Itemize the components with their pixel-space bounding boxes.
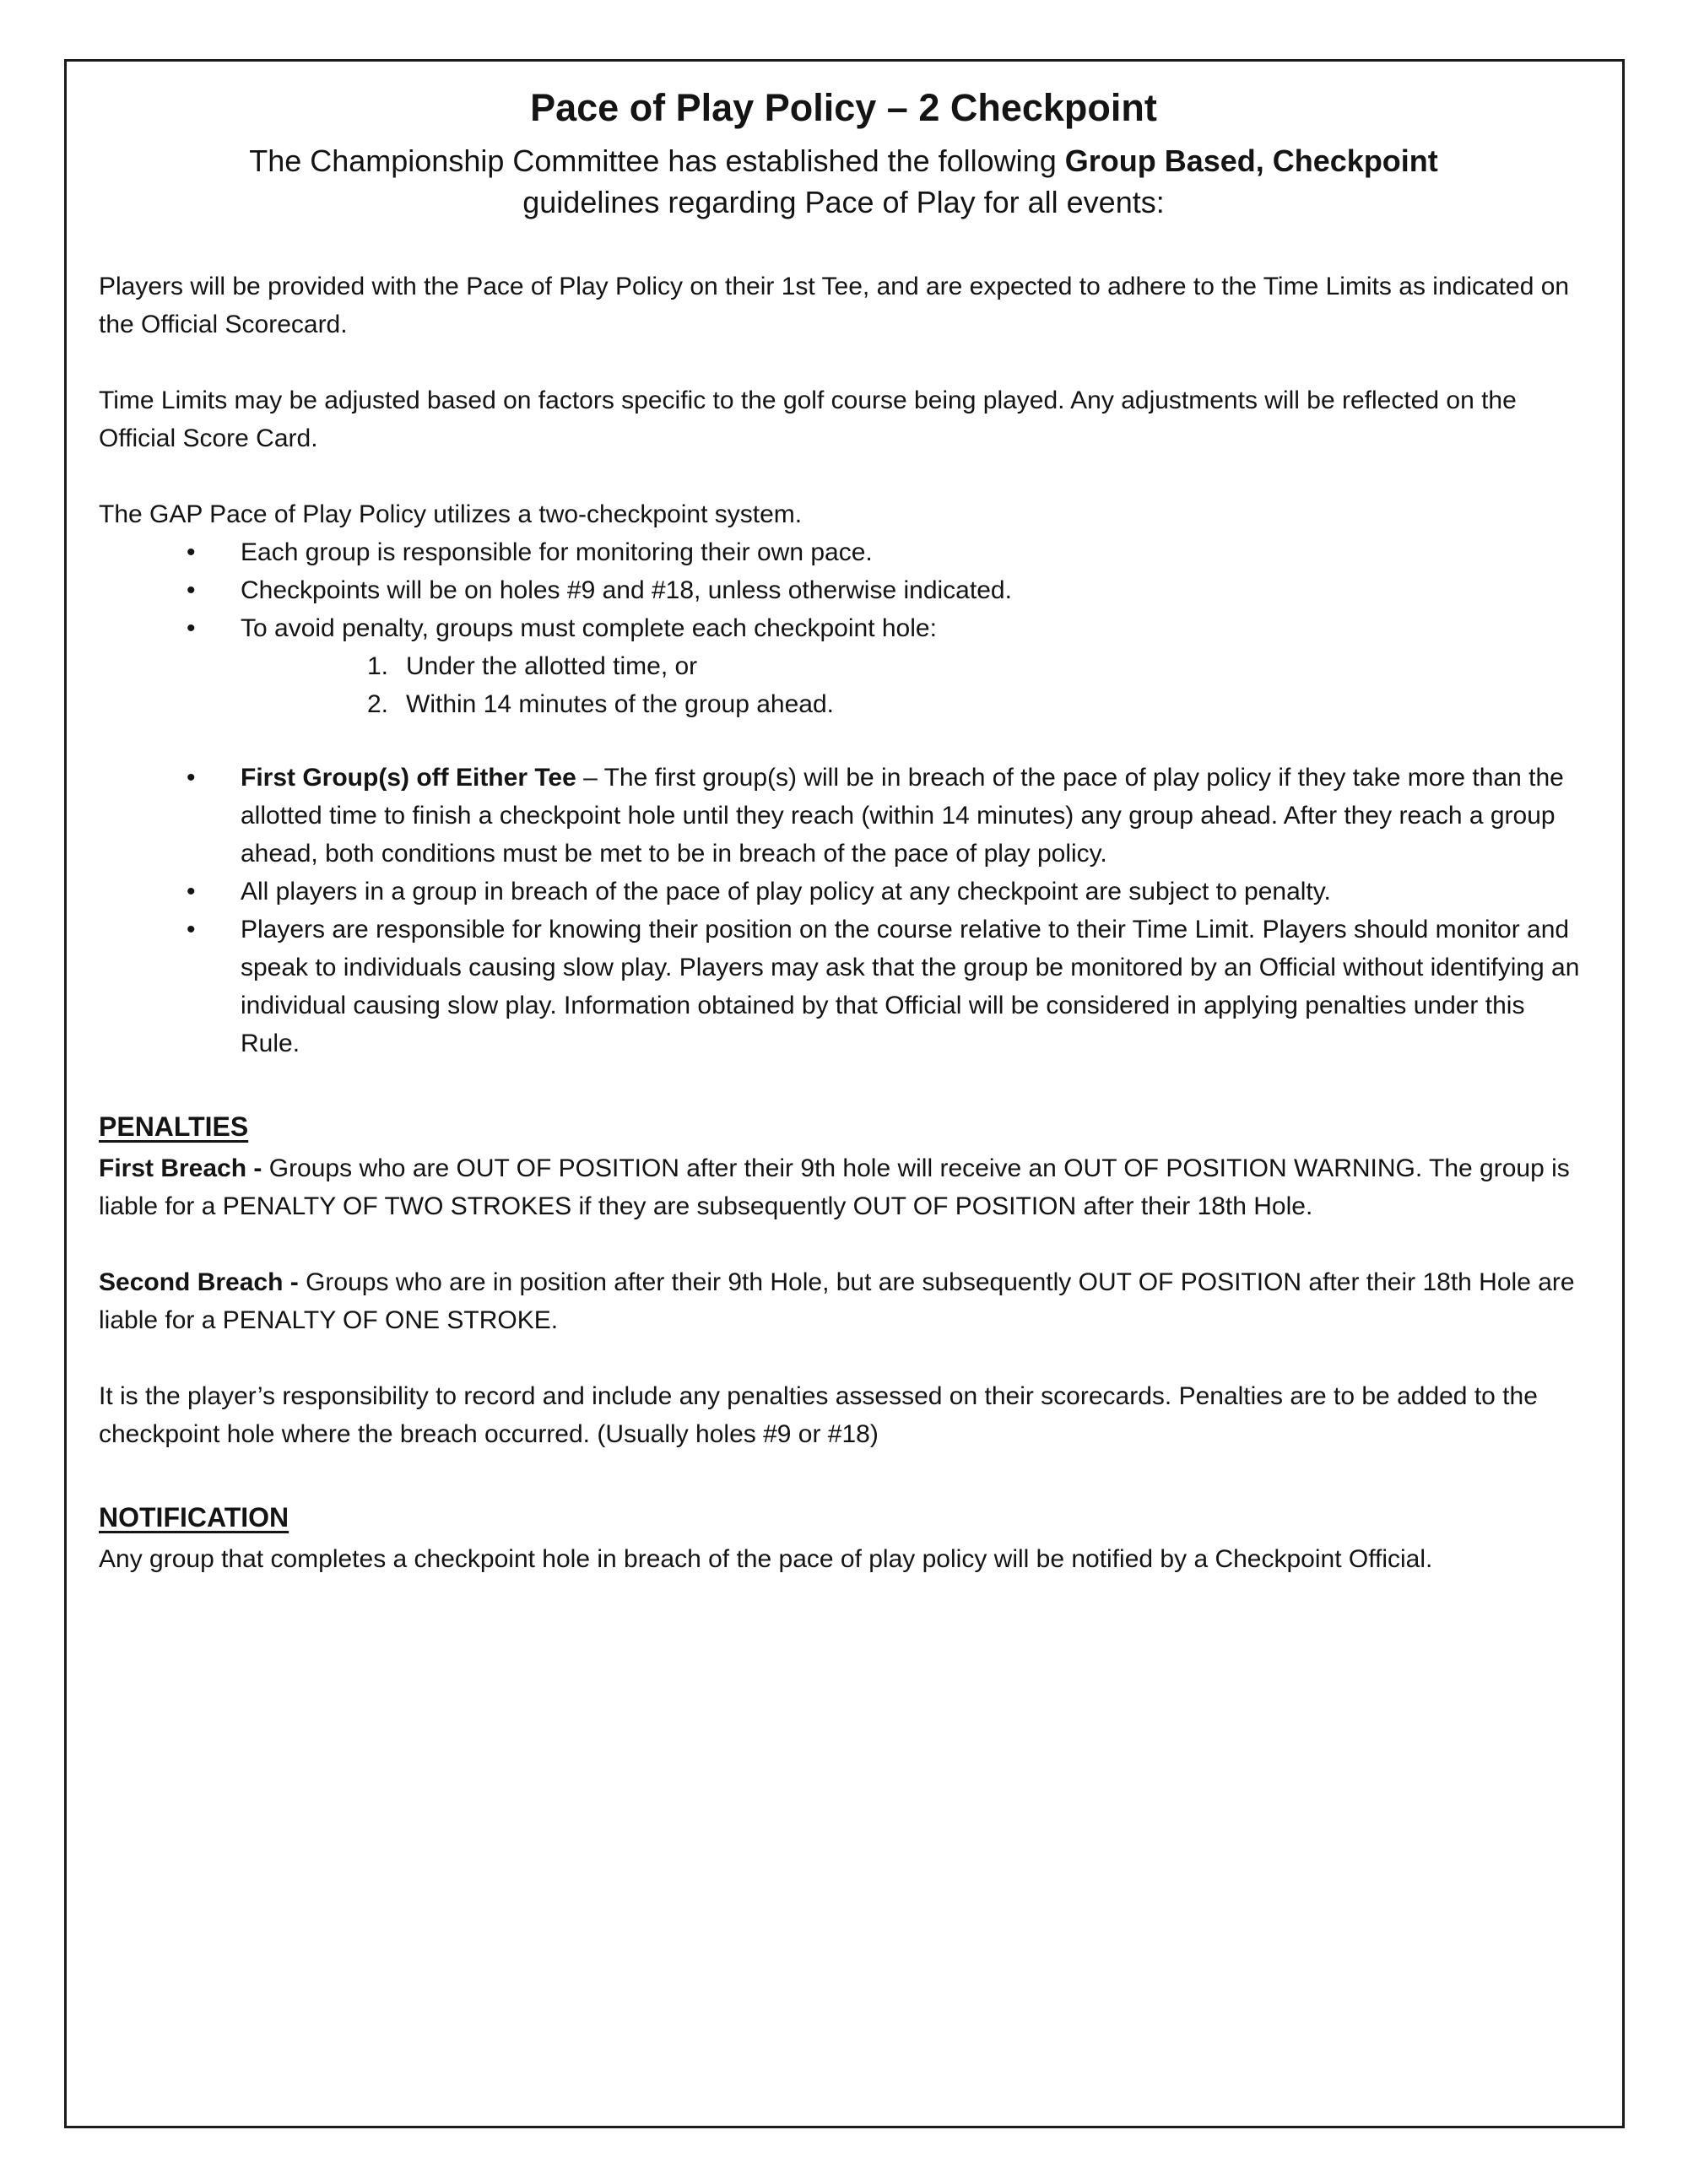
bullet-marker: • xyxy=(187,877,196,905)
bullet-item xyxy=(99,533,1588,571)
bullet-bold-lead: First Group(s) off Either Tee xyxy=(241,763,576,792)
second-breach-label: Second Breach - xyxy=(99,1268,306,1296)
bullet-rest: – The first group(s) will be in breach of the pace of play policy if they take more than the allotted time to finish a checkpoint hole until they reach (within 14 minutes) any group ahead. After they reach a group ahead, both conditions must be met to be in breach of the pace of play policy. xyxy=(241,763,1564,868)
subtitle-line1-bold: Group Based, Checkpoint xyxy=(1064,143,1438,178)
bullet-item xyxy=(99,609,1588,647)
numbered-text: Under the allotted time, or xyxy=(406,651,698,680)
bullet-item xyxy=(99,571,1588,609)
bullet-item xyxy=(99,873,1588,911)
bullet-marker: • xyxy=(187,614,196,642)
bullet-item xyxy=(99,911,1588,1062)
bullet-marker: • xyxy=(187,763,196,792)
subtitle-line2: guidelines regarding Pace of Play for all events: xyxy=(522,185,1165,220)
paragraph-second-breach xyxy=(99,1263,1588,1339)
bullet-item xyxy=(99,759,1588,873)
number-marker: 1. xyxy=(367,651,389,680)
numbered-text: Within 14 minutes of the group ahead. xyxy=(406,689,834,718)
bullet-text: Checkpoints will be on holes #9 and #18, unless otherwise indicated. xyxy=(241,576,1012,604)
subtitle-line1-regular: The Championship Committee has established the following xyxy=(249,143,1065,178)
bullet-text: All players in a group in breach of the pace of play policy at any checkpoint are subject to penalty. xyxy=(241,877,1331,905)
bullet-marker: • xyxy=(187,915,196,943)
bullet-list-checkpoint-system xyxy=(99,533,1588,723)
numbered-item xyxy=(99,685,1588,723)
section-heading-notification: NOTIFICATION xyxy=(99,1501,289,1533)
bullet-marker: • xyxy=(187,576,196,604)
page-title: Pace of Play Policy – 2 Checkpoint xyxy=(530,86,1157,129)
paragraph-intro-1: Players will be provided with the Pace of Play Policy on their 1st Tee, and are expected to adhere to the Time Limits as indicated on the Official Scorecard. xyxy=(99,272,1570,338)
bullet-text xyxy=(241,759,1588,873)
section-heading-penalties: PENALTIES xyxy=(99,1111,249,1142)
bullet-list-breach-rules xyxy=(99,759,1588,1062)
paragraph-intro-2: Time Limits may be adjusted based on factors specific to the golf course being played. Any adjustments will be reflected on the Official Score Card. xyxy=(99,386,1517,452)
numbered-item xyxy=(99,647,1588,685)
paragraph-first-breach xyxy=(99,1149,1588,1225)
bullet-text: Players are responsible for knowing their position on the course relative to their Time Limit. Players should monitor and speak to individuals causing slow play. Players may ask that the group be monitored by an Official without identifying an individual causing slow play. Information obtained by that Official will be considered in applying penalties under this Rule. xyxy=(241,915,1580,1057)
paragraph-notification: Any group that completes a checkpoint hole in breach of the pace of play policy will be notified by a Checkpoint Official. xyxy=(99,1544,1433,1573)
first-breach-label: First Breach - xyxy=(99,1154,269,1182)
subtitle xyxy=(99,140,1588,224)
number-marker: 2. xyxy=(367,689,389,718)
second-breach-text: Groups who are in position after their 9th Hole, but are subsequently OUT OF POSITION after their 18th Hole are liable for a PENALTY OF ONE STROKE. xyxy=(99,1268,1575,1334)
first-breach-text: Groups who are OUT OF POSITION after their 9th hole will receive an OUT OF POSITION WARNING. The group is liable for a PENALTY OF TWO STROKES if they are subsequently OUT OF POSITION after their 18th Hole. xyxy=(99,1154,1570,1220)
bullet-text: Each group is responsible for monitoring their own pace. xyxy=(241,538,873,566)
bullet-marker: • xyxy=(187,538,196,566)
bullet-text: To avoid penalty, groups must complete each checkpoint hole: xyxy=(241,614,937,642)
paragraph-intro-3: The GAP Pace of Play Policy utilizes a two-checkpoint system. xyxy=(99,500,803,528)
paragraph-penalty-note: It is the player’s responsibility to record and include any penalties assessed on their scorecards. Penalties are to be added to the checkpoint hole where the breach occurred. (Usually holes #9 or #18) xyxy=(99,1381,1538,1448)
page-border-frame xyxy=(64,59,1625,2128)
